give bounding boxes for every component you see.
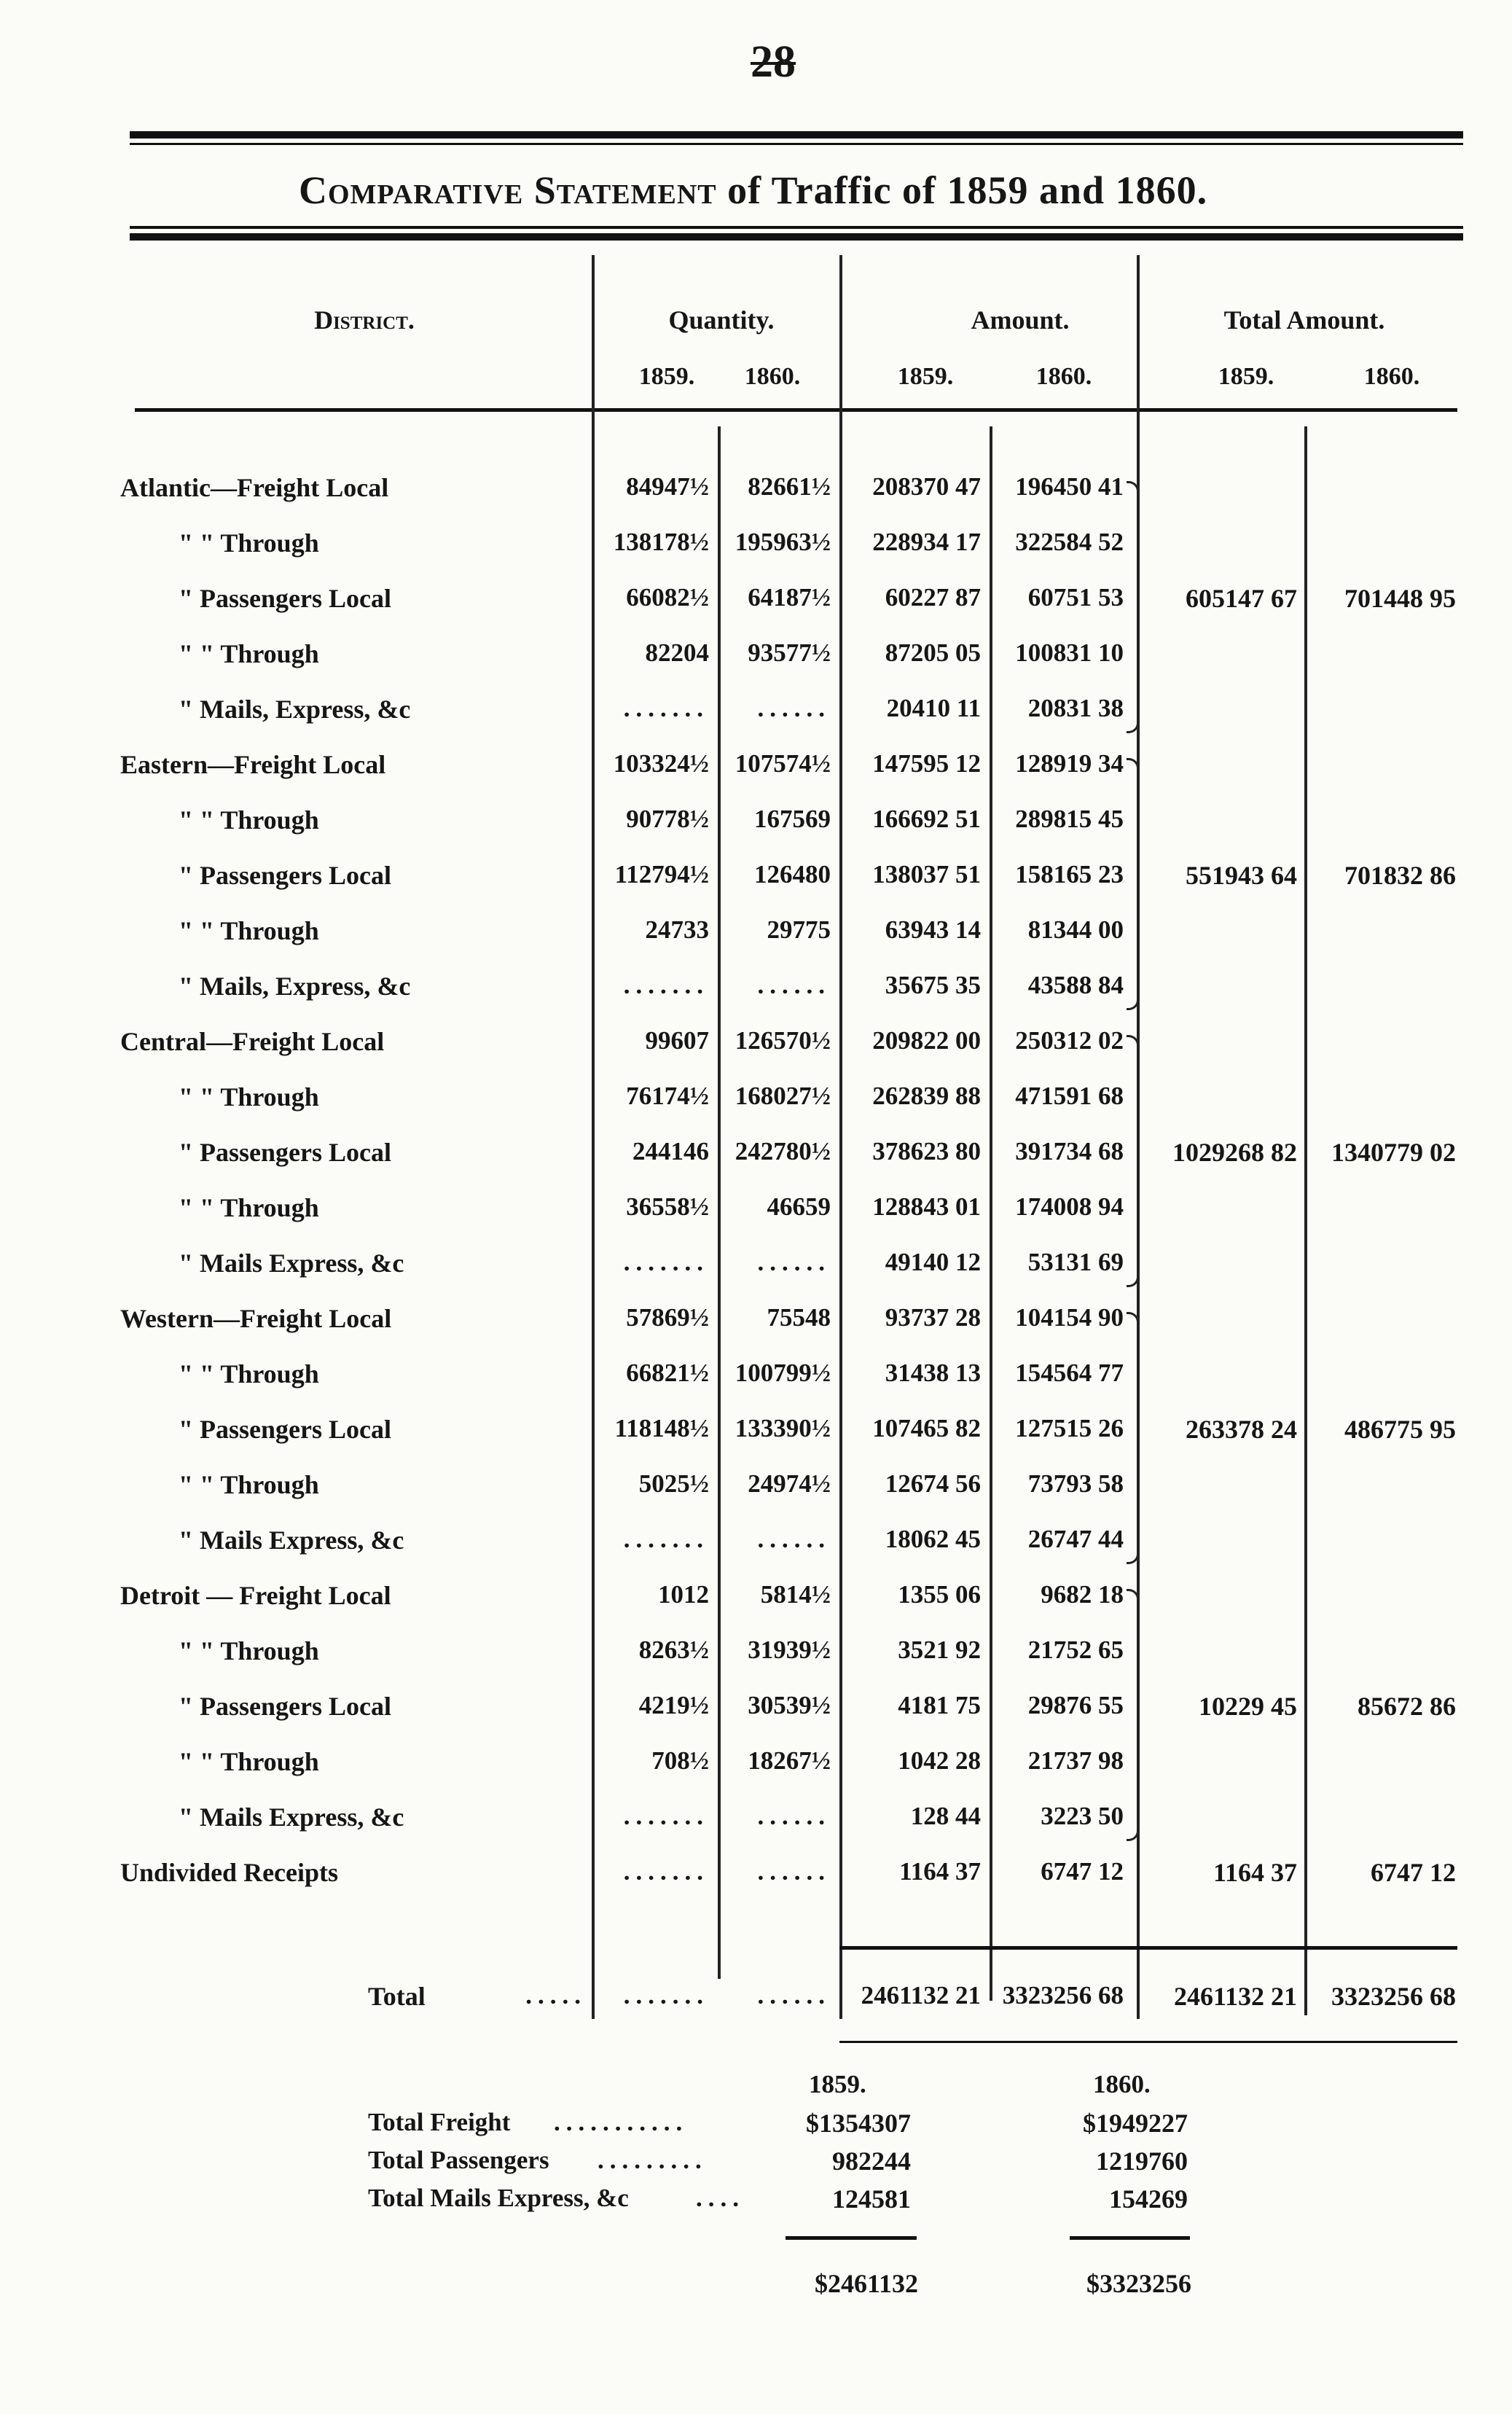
grand-total-1860: 3323256 68: [1331, 1982, 1456, 2011]
quantity-1860: 82661½: [748, 472, 831, 501]
amount-1859: 208370 47: [872, 472, 981, 501]
total-amount-1859: 2461132 21: [861, 1981, 981, 2009]
amount-1859: 1355 06: [898, 1580, 981, 1609]
amount-1860: 127515 26: [1015, 1414, 1124, 1442]
header-underline: [135, 408, 1457, 412]
quantity-1860: 24974½: [748, 1469, 831, 1498]
amount-1859: 18062 45: [885, 1525, 981, 1553]
row-label: " " Through: [179, 916, 319, 945]
row-label: " Mails, Express, &c: [179, 972, 411, 1001]
heading-prefix: Comparative Statement: [299, 168, 717, 212]
row-label: " Mails Express, &c: [179, 1526, 404, 1555]
amount-1860: 100831 10: [1015, 638, 1124, 667]
heading-rule-thin: [130, 226, 1463, 229]
quantity-1859-leader: .......: [623, 1248, 709, 1276]
quantity-1859-leader: .......: [623, 1525, 709, 1553]
total-rule-total: [1137, 1946, 1457, 1950]
quantity-1860: 75548: [767, 1303, 831, 1332]
row-label: " " Through: [179, 1747, 319, 1776]
amount-1860: 322584 52: [1015, 528, 1124, 556]
quantity-1859: 118148½: [614, 1414, 709, 1442]
amount-1860: 128919 34: [1015, 749, 1124, 778]
quantity-1860: 31939½: [748, 1636, 831, 1664]
summary-label: Total Freight: [368, 2108, 511, 2136]
total-1859: 263378 24: [1186, 1415, 1297, 1444]
row-label: " " Through: [179, 1359, 319, 1388]
col-rule-quantity-mid: [718, 426, 721, 1979]
total-1860: 701448 95: [1344, 584, 1456, 613]
amount-1860: 9682 18: [1041, 1580, 1124, 1609]
grand-total-1859: 2461132 21: [1173, 1982, 1297, 2011]
row-label: " Mails, Express, &c: [179, 695, 411, 724]
summary-1859: $1354307: [806, 2109, 911, 2138]
amount-1859: 128843 01: [872, 1192, 981, 1221]
summary-leader: .........: [598, 2146, 708, 2174]
amount-1860: 154564 77: [1015, 1359, 1124, 1387]
summary-1860: 154269: [1109, 2184, 1188, 2214]
summary-1859: 982244: [832, 2147, 911, 2176]
quantity-1860-leader: ......: [757, 1802, 831, 1830]
amount-1859: 87205 05: [885, 638, 981, 667]
quantity-1859: 5025½: [638, 1469, 709, 1498]
row-label: " Mails Express, &c: [179, 1249, 404, 1278]
total-label: Total: [368, 1982, 426, 2011]
row-label: " Passengers Local: [179, 1692, 391, 1721]
amount-1859: 63943 14: [885, 915, 981, 944]
quantity-1859: 36558½: [626, 1192, 709, 1221]
total-1860: 85672 86: [1358, 1692, 1456, 1721]
district-header: District.: [314, 305, 415, 335]
amount-1860: 21752 65: [1027, 1636, 1124, 1664]
amount-1859: 12674 56: [885, 1469, 981, 1498]
total-1860: 701832 86: [1344, 861, 1456, 890]
summary-label: Total Mails Express, &c: [368, 2184, 629, 2212]
quantity-1860-leader: ......: [757, 1248, 831, 1276]
col-rule-amount-mid: [990, 426, 992, 2001]
row-label: " Passengers Local: [179, 1138, 391, 1167]
col-rule-total-mid: [1304, 426, 1307, 2015]
amount-1860: 60751 53: [1027, 583, 1124, 612]
row-label: " Passengers Local: [179, 861, 391, 890]
quantity-1860: 195963½: [735, 528, 831, 556]
quantity-1860: 242780½: [735, 1137, 831, 1165]
row-label: Undivided Receipts: [120, 1858, 339, 1887]
amount-1859: 20410 11: [886, 694, 981, 722]
row-label: " " Through: [179, 1082, 319, 1112]
amount-1859: 93737 28: [885, 1303, 981, 1332]
row-label: " Mails Express, &c: [179, 1802, 404, 1832]
quantity-1860: 126480: [754, 860, 831, 888]
summary-1859: 124581: [832, 2184, 911, 2214]
quantity-1860: 133390½: [735, 1414, 831, 1442]
amount-1860: 174008 94: [1015, 1192, 1124, 1221]
quantity-1860: 168027½: [735, 1082, 831, 1110]
amount-1860: 29876 55: [1027, 1691, 1124, 1719]
total-1859: 10229 45: [1199, 1692, 1297, 1721]
total-amount-header: Total Amount.: [1223, 305, 1385, 335]
amount-1859: 35675 35: [885, 971, 981, 999]
quantity-1859: 244146: [632, 1137, 709, 1165]
page-heading: [299, 168, 1207, 213]
quantity-1859: 24733: [645, 915, 709, 944]
quantity-1859-header: 1859.: [638, 363, 695, 390]
central-brace: [1127, 1035, 1139, 1287]
amount-1860: 196450 41: [1015, 472, 1124, 501]
total-1859-header: 1859.: [1218, 363, 1274, 390]
amount-1860: 391734 68: [1015, 1137, 1124, 1165]
atlantic-brace: [1127, 481, 1139, 733]
row-label: " " Through: [179, 1470, 319, 1499]
summary-grand-1860: $3323256: [1086, 2269, 1191, 2298]
total-leader-left: .....: [525, 1981, 587, 2009]
quantity-1859: 138178½: [613, 528, 709, 556]
quantity-1859: 84947½: [626, 472, 709, 501]
heading-suffix: of Traffic of 1859 and 1860.: [727, 168, 1208, 212]
quantity-1860: 100799½: [735, 1359, 831, 1387]
total-1859: 605147 67: [1186, 584, 1297, 613]
col-rule-district: [592, 255, 595, 2019]
amount-1860: 20831 38: [1027, 694, 1124, 722]
total-1859: 551943 64: [1186, 861, 1297, 890]
quantity-1860: 93577½: [748, 638, 831, 667]
eastern-brace: [1127, 758, 1139, 1010]
amount-1860: 6747 12: [1041, 1857, 1124, 1886]
row-label: " Passengers Local: [179, 584, 391, 613]
quantity-1860: 5814½: [760, 1580, 831, 1609]
quantity-1859-leader: .......: [623, 1802, 709, 1830]
amount-1859: 31438 13: [885, 1359, 981, 1387]
amount-1859: 138037 51: [872, 860, 981, 888]
amount-1859: 166692 51: [872, 805, 981, 833]
quantity-1860-leader: ......: [757, 971, 831, 999]
row-label: " " Through: [179, 528, 319, 558]
quantity-1860-header: 1860.: [744, 363, 801, 390]
total-1860: 6747 12: [1371, 1858, 1456, 1887]
amount-1860: 471591 68: [1015, 1082, 1124, 1110]
quantity-1859: 99607: [645, 1026, 709, 1055]
amount-1860: 43588 84: [1027, 971, 1124, 999]
total-1860-header: 1860.: [1363, 363, 1420, 390]
amount-1859: 128 44: [910, 1802, 981, 1830]
summary-label: Total Passengers: [368, 2146, 549, 2174]
heading-rule-thick: [130, 233, 1463, 241]
western-brace: [1127, 1312, 1139, 1564]
detroit-brace: [1127, 1589, 1139, 1841]
total-amount-1860: 3323256 68: [1002, 1981, 1124, 2009]
quantity-1860: 126570½: [735, 1026, 831, 1055]
quantity-1860: 18267½: [748, 1746, 831, 1775]
summary-leader: ....: [696, 2184, 745, 2212]
amount-1859: 147595 12: [872, 749, 981, 778]
quantity-1859: 103324½: [613, 749, 709, 778]
row-label: " " Through: [179, 805, 319, 835]
amount-1860: 81344 00: [1027, 915, 1124, 944]
quantity-1859-leader: .......: [623, 694, 709, 722]
total-leader-q59: .......: [623, 1981, 709, 2009]
row-label: " " Through: [179, 639, 319, 668]
quantity-header: Quantity.: [668, 305, 775, 335]
quantity-1859-leader: .......: [623, 971, 709, 999]
quantity-1859: 57869½: [626, 1303, 709, 1332]
summary-1860: $1949227: [1083, 2109, 1188, 2138]
quantity-1859: 76174½: [626, 1082, 709, 1110]
total-1860: 486775 95: [1344, 1415, 1456, 1444]
amount-1860: 104154 90: [1015, 1303, 1124, 1332]
amount-1859: 4181 75: [898, 1691, 981, 1719]
amount-1859-header: 1859.: [897, 363, 954, 390]
amount-1859: 262839 88: [872, 1082, 981, 1110]
quantity-1860: 167569: [754, 805, 831, 833]
amount-1859: 60227 87: [885, 583, 981, 612]
amount-1860: 250312 02: [1015, 1026, 1124, 1055]
total-leader-q60: ......: [757, 1981, 831, 2009]
quantity-1859: 82204: [645, 638, 709, 667]
amount-1859: 1042 28: [898, 1746, 981, 1775]
amount-1859: 209822 00: [872, 1026, 981, 1055]
row-label: Western—Freight Local: [120, 1304, 392, 1333]
total-1859: 1164 37: [1213, 1858, 1297, 1887]
amount-1860: 21737 98: [1027, 1746, 1124, 1775]
summary-year-1860: 1860.: [1093, 2070, 1151, 2098]
amount-1860: 73793 58: [1027, 1469, 1124, 1498]
quantity-1859: 1012: [658, 1580, 709, 1609]
quantity-1860: 30539½: [748, 1691, 831, 1719]
summary-rule-1860: [1070, 2236, 1190, 2240]
row-label: Central—Freight Local: [120, 1027, 385, 1056]
amount-1859: 378623 80: [872, 1137, 981, 1165]
amount-1860-header: 1860.: [1035, 363, 1092, 390]
total-1860: 1340779 02: [1331, 1138, 1456, 1167]
row-label: " " Through: [179, 1636, 319, 1665]
row-label: Detroit — Freight Local: [120, 1581, 391, 1610]
amount-1860: 3223 50: [1041, 1802, 1124, 1830]
amount-1859: 107465 82: [872, 1414, 981, 1442]
quantity-1859: 66082½: [626, 583, 709, 612]
quantity-1859: 112794½: [614, 860, 709, 888]
quantity-1860-leader: ......: [757, 1857, 831, 1886]
amount-1860: 158165 23: [1015, 860, 1124, 888]
top-rule-thin: [130, 143, 1463, 145]
quantity-1859: 8263½: [638, 1636, 709, 1664]
summary-grand-1859: $2461132: [814, 2269, 918, 2298]
amount-1860: 53131 69: [1027, 1248, 1124, 1276]
summary-rule-1859: [786, 2236, 917, 2240]
top-rule-thick: [130, 131, 1463, 138]
quantity-1860-leader: ......: [757, 694, 831, 722]
table-bottom-rule: [839, 2041, 1457, 2043]
amount-1859: 1164 37: [899, 1857, 981, 1886]
row-label: " Passengers Local: [179, 1415, 391, 1444]
amount-1860: 26747 44: [1027, 1525, 1124, 1553]
summary-1860: 1219760: [1096, 2147, 1188, 2176]
summary-year-1859: 1859.: [809, 2070, 866, 2098]
quantity-1860: 64187½: [748, 583, 831, 612]
row-label: Atlantic—Freight Local: [120, 473, 389, 502]
row-label: Eastern—Freight Local: [120, 750, 386, 779]
amount-1859: 3521 92: [898, 1636, 981, 1664]
quantity-1859: 4219½: [638, 1691, 709, 1719]
page-number: 28: [751, 37, 796, 87]
amount-header: Amount.: [971, 305, 1070, 335]
col-rule-quantity: [839, 255, 842, 2019]
amount-1859: 49140 12: [885, 1248, 981, 1276]
summary-leader: ...........: [554, 2108, 689, 2136]
amount-1859: 228934 17: [872, 528, 981, 556]
quantity-1860: 46659: [767, 1192, 831, 1221]
quantity-1859: 708½: [651, 1746, 709, 1775]
total-1859: 1029268 82: [1172, 1138, 1297, 1167]
total-rule-amount: [839, 1946, 1140, 1950]
quantity-1860: 29775: [767, 915, 831, 944]
quantity-1859-leader: .......: [623, 1857, 709, 1886]
quantity-1860-leader: ......: [757, 1525, 831, 1553]
quantity-1859: 90778½: [626, 805, 709, 833]
row-label: " " Through: [179, 1193, 319, 1222]
quantity-1859: 66821½: [626, 1359, 709, 1387]
quantity-1860: 107574½: [735, 749, 831, 778]
amount-1860: 289815 45: [1015, 805, 1124, 833]
